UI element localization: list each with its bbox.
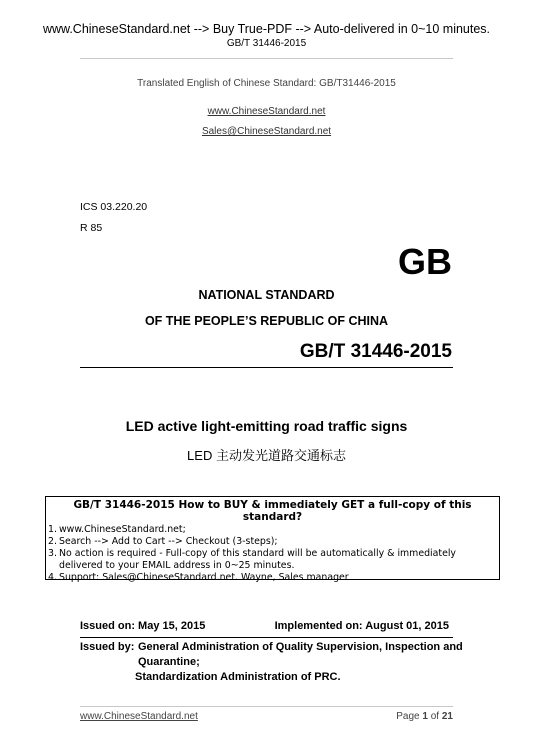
header-divider [80,58,453,59]
buy-box [45,496,500,583]
email-link-wrapper [0,121,533,139]
title-chinese: LED 主动发光道路交通标志 [187,448,346,463]
ics-code: ICS 03.220.20 [80,201,148,213]
step-number: 3. [48,548,57,559]
page-label: Page [396,711,420,722]
step-text: No action is required - Full-copy of this standard will be automatically & immediately delivered to your EMAIL address in 0~25 minutes. [59,548,456,571]
country-heading: OF THE PEOPLE’S REPUBLIC OF CHINA [144,314,389,328]
gb-mark: GB [398,241,452,282]
issuer-line-1: General Administration of Quality Supervision, Inspection and [138,641,463,653]
implemented-date: Implemented on: August 01, 2015 [274,620,449,632]
issued-by-label: Issued by: [80,641,135,653]
buy-box-heading: GB/T 31446-2015 How to BUY & immediately GET a full-copy of this standard? [73,499,472,523]
page-total: 21 [441,711,453,722]
step-number: 2. [48,536,57,547]
step-text: www.ChineseStandard.net; [59,524,186,535]
buy-step [46,572,499,584]
step-number: 4. [48,572,57,583]
page-indicator [396,711,453,722]
national-standard-heading: NATIONAL STANDARD [198,288,335,302]
header-standard-code: GB/T 31446-2015 [226,38,307,49]
standard-code: GB/T 31446-2015 [299,341,452,362]
step-number: 1. [48,524,57,535]
page-number: 1 [422,711,428,722]
buy-steps-list [46,524,499,584]
issued-date: Issued on: May 15, 2015 [80,620,206,632]
dates-divider [80,637,453,638]
buy-step [46,524,499,536]
step-text: Support: Sales@ChineseStandard.net. Wayne, Sales manager [59,572,349,583]
issuer-line-2: Quarantine; [138,656,200,668]
title-divider [80,367,453,368]
buy-step [46,548,499,572]
email-link[interactable]: Sales@ChineseStandard.net [201,126,332,137]
step-text: Search --> Add to Cart --> Checkout (3-steps); [59,536,278,547]
website-link[interactable]: www.ChineseStandard.net [207,106,326,117]
footer-link-wrapper [80,711,198,722]
footer-divider [80,706,453,707]
buy-step [46,536,499,548]
page-of-label: of [430,711,440,722]
translation-note: Translated English of Chinese Standard: GB/T31446-2015 [137,78,396,89]
website-link-wrapper [0,101,533,119]
footer-site-link[interactable]: www.ChineseStandard.net [80,711,198,722]
title-english: LED active light-emitting road traffic signs [125,418,408,434]
header-banner: www.ChineseStandard.net --> Buy True-PDF --> Auto-delivered in 0~10 minutes. [42,22,491,36]
issuer-line-3: Standardization Administration of PRC. [135,671,341,683]
ccs-code: R 85 [80,222,103,234]
